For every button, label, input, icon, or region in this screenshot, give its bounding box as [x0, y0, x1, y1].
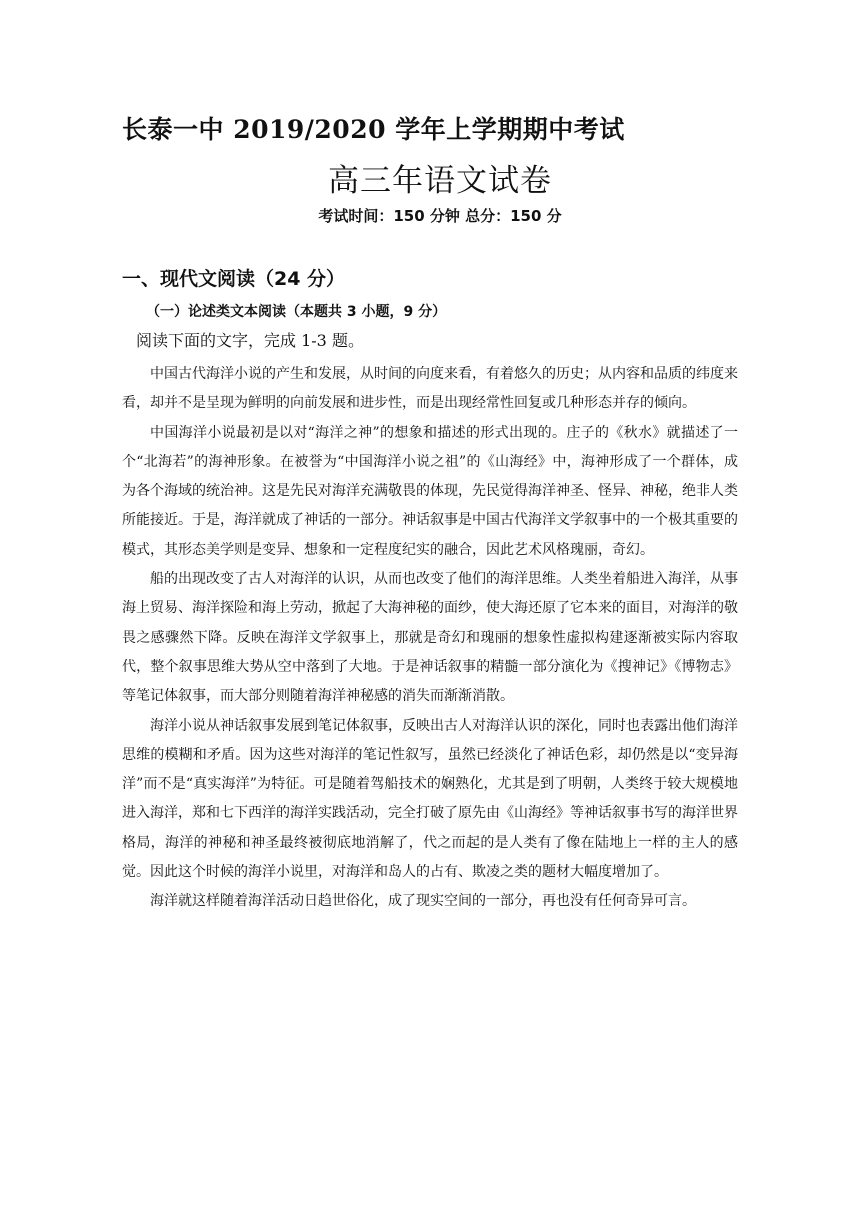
exam-info: 考试时间：150 分钟 总分：150 分	[318, 207, 562, 225]
passage-paragraph: 海洋小说从神话叙事发展到笔记体叙事，反映出古人对海洋认识的深化，同时也表露出他们海洋思维的模糊和矛盾。因为这些对海洋的笔记性叙写，虽然已经淡化了神话色彩，却仍然是以“变异海洋”而不是“真实海洋”为特征。可是随着驾船技术的娴熟化，尤其是到了明朝，人类终于较大规模地进入海洋，郑和七下西洋的海洋实践活动，完全打破了原先由《山海经》等神话叙事书写的海洋世界格局，海洋的神秘和神圣最终被彻底地消解了，代之而起的是人类有了像在陆地上一样的主人的感觉。因此这个时候的海洋小说里，对海洋和岛人的占有、欺凌之类的题材大幅度增加了。	[122, 717, 738, 881]
passage-paragraph: 海洋就这样随着海洋活动日趋世俗化，成了现实空间的一部分，再也没有任何奇异可言。	[150, 893, 696, 910]
exam-title: 高三年语文试卷	[328, 163, 552, 199]
section-heading: 一、现代文阅读（24 分）	[122, 268, 346, 290]
passage-paragraph: 船的出现改变了古人对海洋的认识，从而也改变了他们的海洋思维。人类坐着船进入海洋，从事海上贸易、海洋探险和海上劳动，掀起了大海神秘的面纱，使大海还原了它本来的面目，对海洋的敬畏之感骤然下降。反映在海洋文学叙事上，那就是奇幻和瑰丽的想象性虚拟构建逐渐被实际内容取代，整个叙事思维大势从空中落到了大地。于是神话叙事的精髓一部分演化为《搜神记》《博物志》等笔记体叙事，而大部分则随着海洋神秘感的消失而渐渐消散。	[122, 571, 738, 705]
passage-paragraph: 中国海洋小说最初是以对“海洋之神”的想象和描述的形式出现的。庄子的《秋水》就描述了一个“北海若”的海神形象。在被誉为“中国海洋小说之祖”的《山海经》中，海神形成了一个群体，成为各个海域的统治神。这是先民对海洋充满敬畏的体现，先民觉得海洋神圣、怪异、神秘，绝非人类所能接近。于是，海洋就成了神话的一部分。神话叙事是中国古代海洋文学叙事中的一个极其重要的模式，其形态美学则是变异、想象和一定程度纪实的融合，因此艺术风格瑰丽，奇幻。	[122, 424, 738, 558]
passage-paragraph: 中国古代海洋小说的产生和发展，从时间的向度来看，有着悠久的历史；从内容和品质的纬度来看，却并不是呈现为鲜明的向前发展和进步性，而是出现经常性回复或几种形态并存的倾向。	[122, 366, 738, 412]
reading-passage	[122, 360, 738, 917]
reading-instruction: 阅读下面的文字，完成 1-3 题。	[136, 331, 364, 350]
school-title: 长泰一中 2019/2020 学年上学期期中考试	[122, 115, 625, 144]
sub-section-heading: （一）论述类文本阅读（本题共 3 小题，9 分）	[146, 304, 447, 320]
